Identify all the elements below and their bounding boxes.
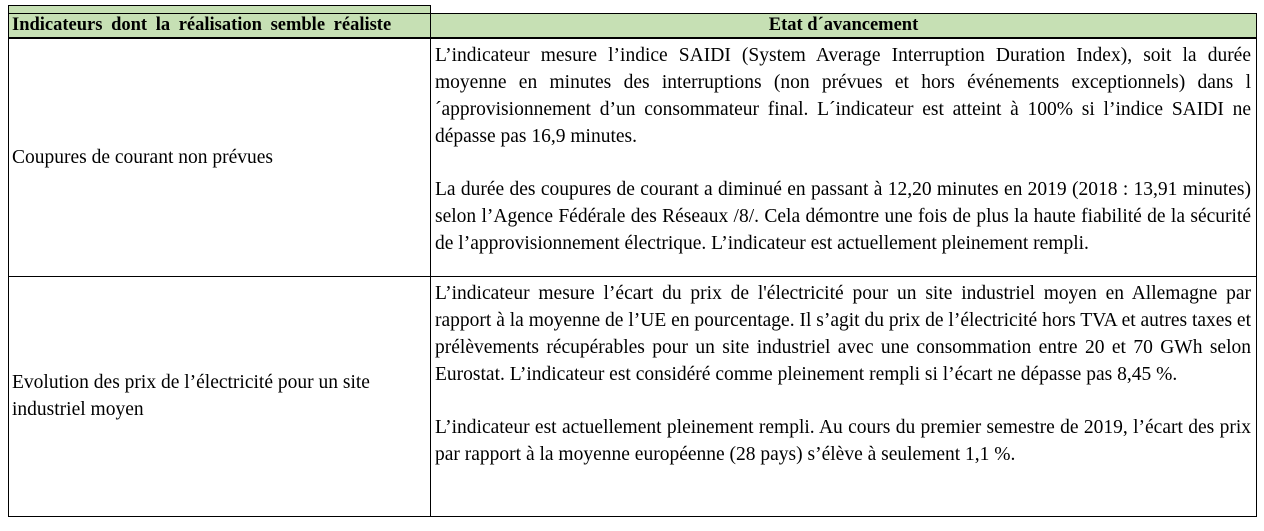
status-paragraph: L’indicateur est actuellement pleinement rempli. Au cours du premier semestre de 2019, l’écart des prix par rapport à la moyenne européenne (28 pays) s’élève à seulement 1,1 %. [435,416,1251,465]
status-cell-prix-electricite [431,276,1257,516]
status-cell-coupures [431,38,1257,276]
indicator-status-table [8,5,1257,517]
preheader-row [9,6,1257,14]
status-paragraph: L’indicateur mesure l’écart du prix de l'électricité pour un site industriel moyen en Allemagne par rapport à la moyenne de l’UE en pourcentage. Il s’agit du prix de l’électricité hors TVA et autres taxes et prélèvements récupérables pour un site industriel avec une consommation entre 20 et 70 GWh selon Eurostat. L’indicateur est considéré comme pleinement rempli si l’écart ne dépasse pas 8,45 %. [435,282,1251,385]
status-paragraph: L’indicateur mesure l’indice SAIDI (System Average Interruption Duration Index), soit la durée moyenne en minutes des interruptions (non prévues et hors événements exceptionnels) dans l´approvisionnement d’un consommateur final. L´indicateur est atteint à 100% si l’indice SAIDI ne dépasse pas 16,9 minutes. [435,45,1251,147]
preheader-green-strip [9,6,431,14]
table-row-prix-electricite [9,276,1257,516]
preheader-empty [431,6,1257,14]
indicator-cell-coupures: Coupures de courant non prévues [9,38,431,276]
header-row [9,14,1257,39]
col-header-indicators: Indicateurs dont la réalisation semble réaliste [9,14,431,39]
indicator-cell-prix-electricite: Evolution des prix de l’électricité pour un site industriel moyen [9,276,431,516]
col-header-etat-avancement: Etat d´avancement [431,14,1257,39]
status-paragraph: La durée des coupures de courant a diminué en passant à 12,20 minutes en 2019 (2018 : 13,91 minutes) selon l’Agence Fédérale des Réseaux /8/. Cela démontre une fois de plus la haute fiabilité de la sécurité de l’approvisionnement électrique. L’indicateur est actuellement pleinement rempli. [435,179,1251,254]
table-row-coupures [9,38,1257,276]
